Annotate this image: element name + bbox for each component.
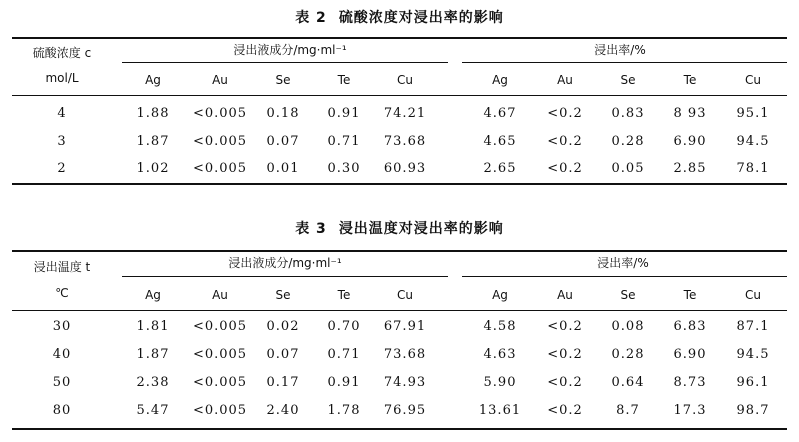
table2-variable-unit: mol/L [45, 71, 79, 85]
table3-group-leach-rate: 浸出率/% [597, 256, 649, 270]
table2-cell: 8 93 [673, 106, 707, 121]
table2-header-rule [12, 95, 787, 96]
table3-cell: 96.1 [736, 375, 770, 390]
table2-col-header: Cu [745, 73, 761, 87]
table2-caption [0, 7, 799, 27]
table2-cell: 0.91 [327, 106, 361, 121]
table3-col-header: Ag [145, 288, 161, 302]
table3-cell: 30 [52, 319, 72, 334]
table2-group-concentration: 浸出液成分/mg·ml⁻¹ [233, 43, 347, 57]
table3-cell: 0.70 [327, 319, 361, 334]
table2-cell: <0.2 [547, 161, 583, 176]
table2-cell: 4.65 [483, 134, 517, 149]
table2-cell: 1.02 [136, 161, 170, 176]
table2-cell: 60.93 [383, 161, 427, 176]
table3-cell: 87.1 [736, 319, 770, 334]
table2-cell: 4.67 [483, 106, 517, 121]
table3-col-header: Au [212, 288, 228, 302]
table3-cell: 94.5 [736, 347, 770, 362]
table3-col-header: Ag [492, 288, 508, 302]
table2-group1-underline [122, 62, 448, 63]
table3-cell: 2.40 [266, 403, 300, 418]
table3-cell: 0.71 [327, 347, 361, 362]
table3-cell: 8.7 [616, 403, 640, 418]
table2-cell: <0.005 [192, 106, 248, 121]
table3-caption [0, 218, 799, 238]
table2-variable-label: 硫酸浓度 c [32, 46, 92, 60]
table2-cell: <0.2 [547, 134, 583, 149]
table3-cell: 4.63 [483, 347, 517, 362]
table2-cell: 2.65 [483, 161, 517, 176]
table3-col-header: Se [620, 288, 636, 302]
table3-cell: 8.73 [673, 375, 707, 390]
table3-bottom-rule [12, 428, 787, 430]
table3-top-rule [12, 250, 787, 252]
table3-cell: 67.91 [383, 319, 427, 334]
table3-header-rule [12, 310, 787, 311]
table3-col-header: Te [337, 288, 351, 302]
table3-caption-title: 浸出温度对浸出率的影响 [338, 221, 504, 237]
table2-col-header: Au [557, 73, 573, 87]
table2-cell: 0.18 [266, 106, 300, 121]
table3-cell: 73.68 [383, 347, 427, 362]
table3-cell: 50 [52, 375, 72, 390]
table2-cell: 0.07 [266, 134, 300, 149]
table2-cell: 1.88 [136, 106, 170, 121]
table2-cell: 3 [57, 134, 67, 149]
table3-cell: 1.78 [327, 403, 361, 418]
table2-col-header: Cu [397, 73, 413, 87]
table2-caption-number: 表 2 [295, 10, 327, 26]
table3-cell: 17.3 [673, 403, 707, 418]
table3-cell: 1.87 [136, 347, 170, 362]
table3-group1-underline [122, 276, 448, 277]
table2-cell: 1.87 [136, 134, 170, 149]
table3-cell: 0.64 [611, 375, 645, 390]
table2-cell: 0.05 [611, 161, 645, 176]
table2-cell: 74.21 [383, 106, 427, 121]
table3-cell: 6.90 [673, 347, 707, 362]
table3-col-header: Cu [397, 288, 413, 302]
table3-col-header: Cu [745, 288, 761, 302]
table3-cell: 1.81 [136, 319, 170, 334]
table3-cell: 5.90 [483, 375, 517, 390]
table3-cell: 0.28 [611, 347, 645, 362]
table2-cell: 95.1 [736, 106, 770, 121]
table3-caption-number: 表 3 [295, 221, 327, 237]
table2-col-header: Au [212, 73, 228, 87]
table2-cell: 2 [57, 161, 67, 176]
table2-cell: 0.01 [266, 161, 300, 176]
table2-cell: 0.71 [327, 134, 361, 149]
table2-top-rule [12, 37, 787, 39]
table3-cell: <0.005 [192, 375, 248, 390]
table2-col-header: Se [620, 73, 636, 87]
table2-cell: 6.90 [673, 134, 707, 149]
table3-cell: <0.2 [547, 403, 583, 418]
table2-group2-underline [462, 62, 787, 63]
table2-cell: <0.2 [547, 106, 583, 121]
table3-col-header: Au [557, 288, 573, 302]
table3-cell: 74.93 [383, 375, 427, 390]
table2-col-header: Ag [492, 73, 508, 87]
table3-variable-unit: ℃ [55, 286, 69, 300]
table3-cell: <0.005 [192, 403, 248, 418]
table2-col-header: Te [337, 73, 351, 87]
table2-cell: 4 [57, 106, 67, 121]
table3-group2-underline [462, 276, 787, 277]
table3-cell: 0.17 [266, 375, 300, 390]
table2-cell: 94.5 [736, 134, 770, 149]
table3-cell: 80 [52, 403, 72, 418]
table3-cell: <0.2 [547, 375, 583, 390]
table3-cell: 0.07 [266, 347, 300, 362]
table3-cell: 6.83 [673, 319, 707, 334]
table3-cell: 40 [52, 347, 72, 362]
table3-cell: 98.7 [736, 403, 770, 418]
table2-cell: 2.85 [673, 161, 707, 176]
table3-cell: <0.005 [192, 319, 248, 334]
table2-cell: 0.30 [327, 161, 361, 176]
table3-cell: 0.08 [611, 319, 645, 334]
table3-cell: 76.95 [383, 403, 427, 418]
table2-col-header: Ag [145, 73, 161, 87]
table2-cell: <0.005 [192, 134, 248, 149]
table2-cell: 0.28 [611, 134, 645, 149]
table3-cell: <0.2 [547, 319, 583, 334]
table3-cell: <0.005 [192, 347, 248, 362]
table3-cell: 5.47 [136, 403, 170, 418]
table2-bottom-rule [12, 183, 787, 185]
table2-cell: 73.68 [383, 134, 427, 149]
table3-cell: 4.58 [483, 319, 517, 334]
table2-caption-title: 硫酸浓度对浸出率的影响 [338, 10, 504, 26]
table2-col-header: Se [275, 73, 291, 87]
table3-cell: 0.91 [327, 375, 361, 390]
table3-col-header: Se [275, 288, 291, 302]
table2-cell: 0.83 [611, 106, 645, 121]
table3-cell: <0.2 [547, 347, 583, 362]
table3-cell: 13.61 [478, 403, 522, 418]
table2-group-leach-rate: 浸出率/% [594, 43, 646, 57]
table2-cell: <0.005 [192, 161, 248, 176]
table3-variable-label: 浸出温度 t [33, 260, 91, 274]
table2-cell: 78.1 [736, 161, 770, 176]
table3-col-header: Te [683, 288, 697, 302]
table3-cell: 2.38 [136, 375, 170, 390]
table3-group-concentration: 浸出液成分/mg·ml⁻¹ [228, 256, 342, 270]
table2-col-header: Te [683, 73, 697, 87]
table3-cell: 0.02 [266, 319, 300, 334]
